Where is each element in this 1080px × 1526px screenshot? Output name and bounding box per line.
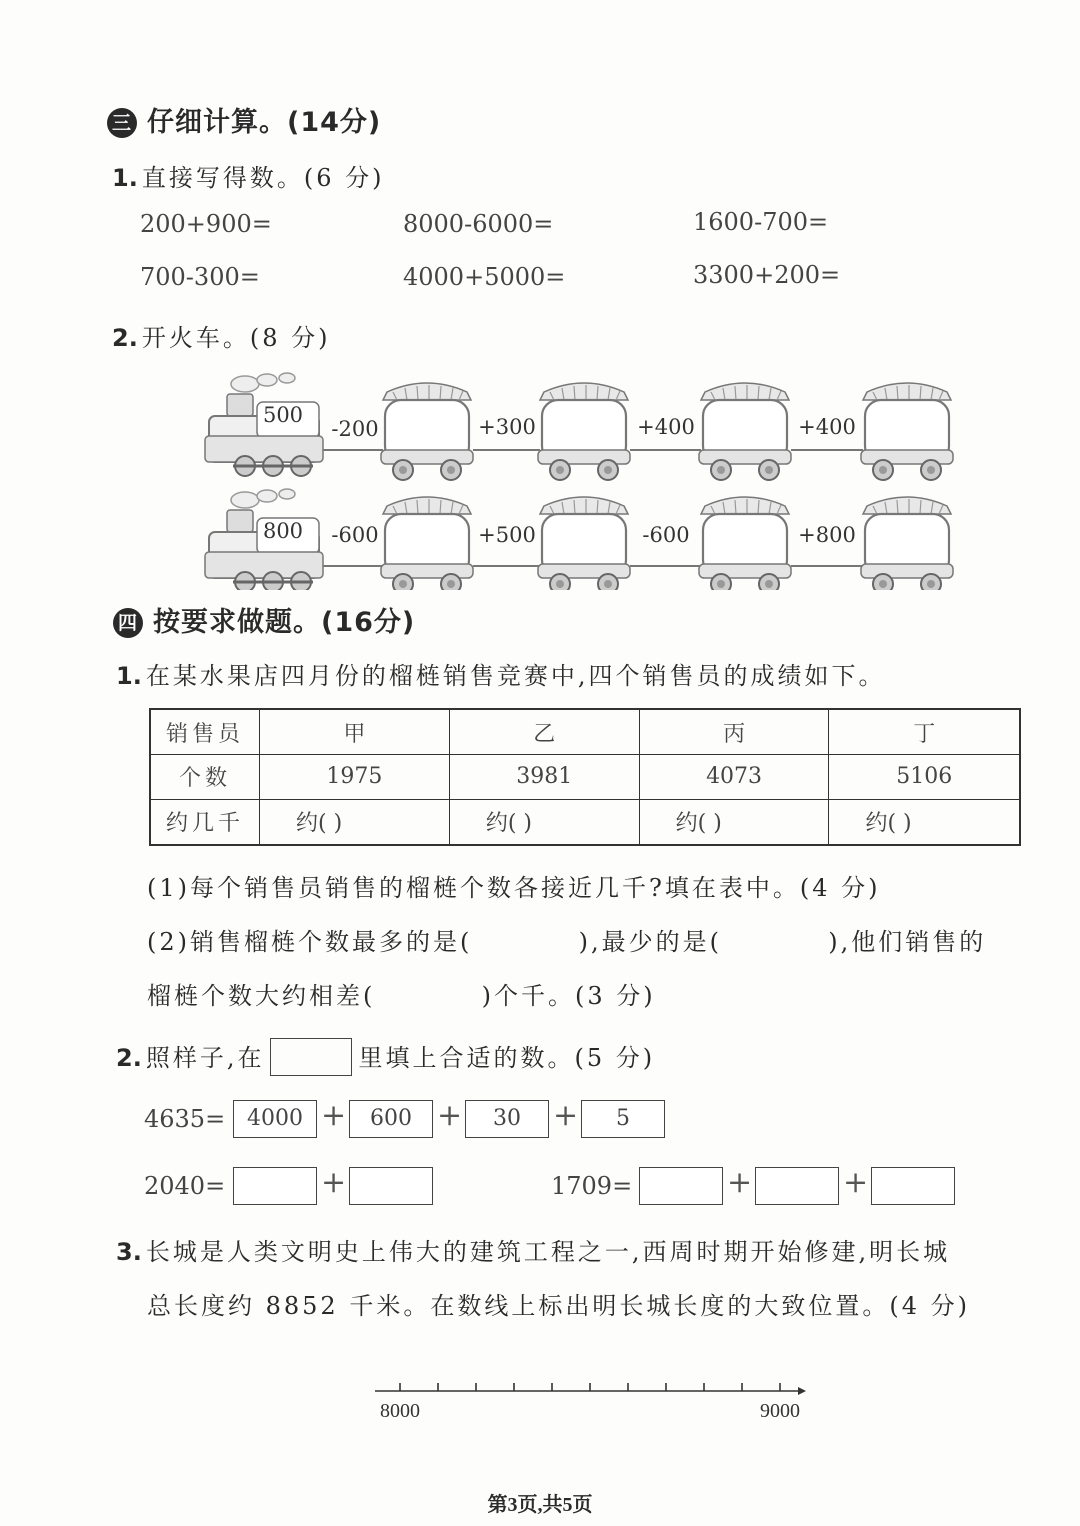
answer-box[interactable]: [349, 1167, 433, 1205]
question-4-3: 3. 长城是人类文明史上伟大的建筑工程之一,西周时期开始修建,明长城: [116, 1238, 951, 1266]
number-line[interactable]: [360, 1375, 820, 1425]
train-1-op: +400: [637, 415, 695, 439]
table-row: [150, 709, 1020, 755]
example-label: 4635=: [144, 1105, 226, 1133]
table-cell: 甲: [260, 709, 450, 755]
table-row: [150, 755, 1020, 800]
train-1-op: +400: [798, 415, 856, 439]
answer-cell[interactable]: 约( ): [449, 799, 639, 845]
sample-box: [270, 1038, 352, 1076]
example-box: 4000: [233, 1100, 317, 1138]
calc-item: 200+900=: [140, 210, 272, 238]
calc-item: 1600-700=: [693, 208, 829, 236]
plus-sign: +: [843, 1165, 869, 1200]
train-2-op: +800: [798, 523, 856, 547]
question-4-2: 2. 照样子,在 里填上合适的数。(5 分): [116, 1038, 655, 1076]
train-1-op: +300: [478, 415, 536, 439]
example-box: 30: [465, 1100, 549, 1138]
question-4-1: 1. 在某水果店四月份的榴梿销售竞赛中,四个销售员的成绩如下。: [116, 662, 886, 690]
calc-item: 700-300=: [140, 263, 260, 291]
answer-cell[interactable]: 约( ): [639, 799, 829, 845]
example-box: 600: [349, 1100, 433, 1138]
example-box: 5: [581, 1100, 665, 1138]
plus-sign: +: [437, 1098, 463, 1133]
table-cell: 乙: [449, 709, 639, 755]
question-4-3-cont: 总长度约 8852 千米。在数线上标出明长城长度的大致位置。(4 分): [147, 1292, 970, 1320]
table-cell: 5106: [829, 755, 1020, 800]
answer-box[interactable]: [871, 1167, 955, 1205]
item-label: 1709=: [551, 1172, 633, 1200]
item-label: 2040=: [144, 1172, 226, 1200]
table-cell: 1975: [260, 755, 450, 800]
train-1-start: 500: [262, 403, 304, 427]
train-diagram: [0, 360, 1080, 590]
plus-sign: +: [727, 1165, 753, 1200]
train-2: [205, 489, 953, 590]
answer-cell[interactable]: 约( ): [829, 799, 1020, 845]
section-3-badge: 三: [107, 108, 137, 138]
train-2-start: 800: [262, 519, 304, 543]
table-cell: 3981: [449, 755, 639, 800]
train-2-op: -600: [642, 523, 690, 547]
answer-box[interactable]: [639, 1167, 723, 1205]
calc-item: 3300+200=: [693, 261, 841, 289]
numberline-start-label: 8000: [380, 1400, 420, 1422]
train-1-op: -200: [331, 417, 379, 441]
answer-box[interactable]: [755, 1167, 839, 1205]
sub-question-2: (2)销售榴梿个数最多的是( ),最少的是( ),他们销售的: [147, 928, 987, 956]
table-cell: 4073: [639, 755, 829, 800]
calc-item: 4000+5000=: [403, 263, 566, 291]
sub-question-2-cont: 榴梿个数大约相差( )个千。(3 分): [147, 982, 656, 1010]
row-header: 约几千: [150, 799, 260, 845]
question-3-2: 2. 开火车。(8 分): [112, 324, 331, 352]
sales-table: [149, 708, 1021, 846]
calc-item: 8000-6000=: [403, 210, 554, 238]
train-2-op: -600: [331, 523, 379, 547]
section-4-badge: 四: [113, 608, 143, 638]
train-1: [205, 373, 953, 480]
table-cell: 丙: [639, 709, 829, 755]
plus-sign: +: [553, 1098, 579, 1133]
row-header: 个数: [150, 755, 260, 800]
section-3-title: 三 仔细计算。(14分): [107, 100, 381, 139]
answer-box[interactable]: [233, 1167, 317, 1205]
answer-cell[interactable]: 约( ): [260, 799, 450, 845]
plus-sign: +: [321, 1165, 347, 1200]
section-4-title: 四 按要求做题。(16分): [113, 600, 415, 639]
plus-sign: +: [321, 1098, 347, 1133]
table-cell: 丁: [829, 709, 1020, 755]
train-2-op: +500: [478, 523, 536, 547]
question-3-1: 1. 直接写得数。(6 分): [112, 164, 385, 192]
sub-question-1: (1)每个销售员销售的榴梿个数各接近几千?填在表中。(4 分): [147, 874, 881, 902]
table-row: [150, 799, 1020, 845]
page-footer: 第3页,共5页: [487, 1494, 593, 1516]
numberline-end-label: 9000: [760, 1400, 800, 1422]
row-header: 销售员: [150, 709, 260, 755]
